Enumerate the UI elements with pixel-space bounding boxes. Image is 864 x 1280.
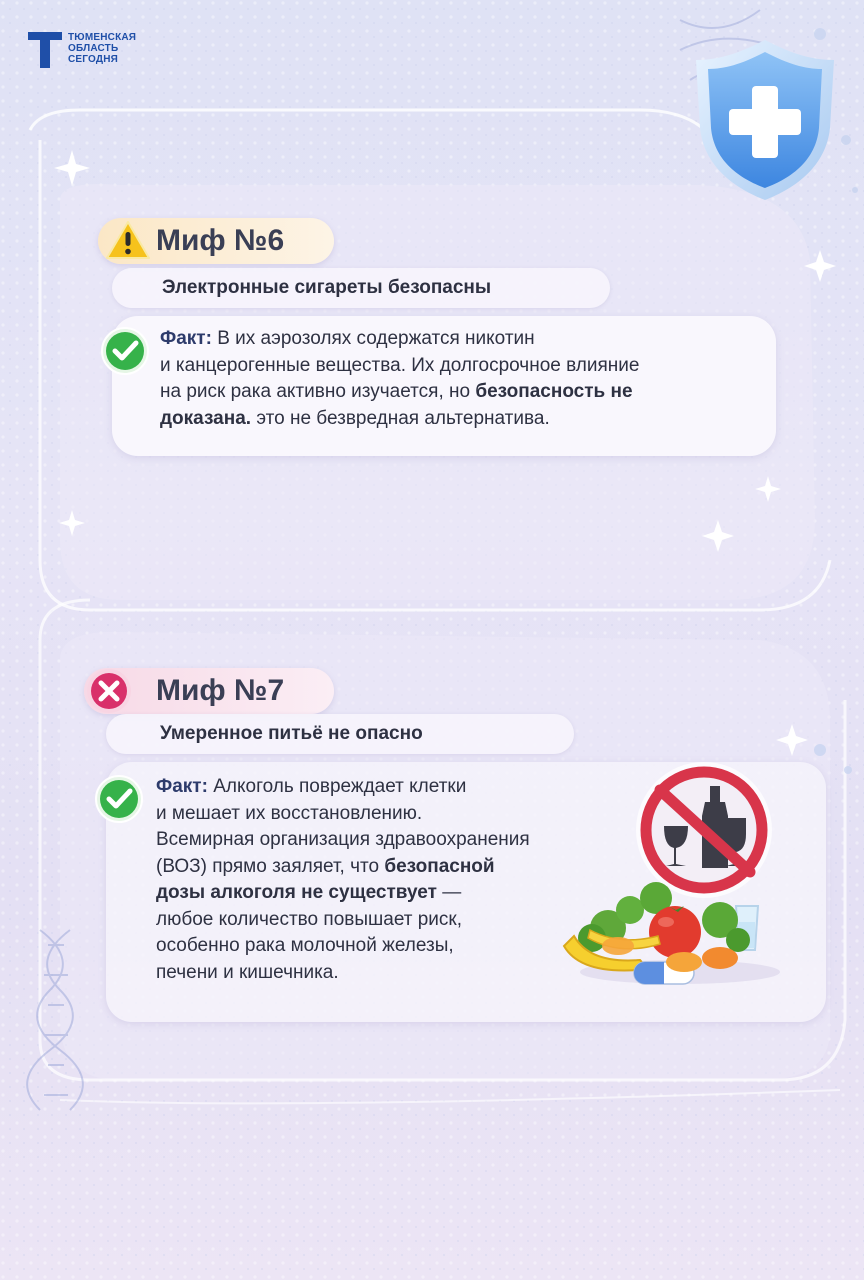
myth-6-fact-text — [160, 326, 770, 432]
fact-line — [160, 379, 770, 406]
myth-7-title: Миф №7 — [156, 674, 285, 707]
warning-icon — [106, 220, 150, 260]
fact-line — [156, 774, 616, 801]
no-alcohol-illustration — [560, 760, 790, 996]
fact-emphasis: дозы алкоголя не существует — [156, 882, 437, 903]
myth-6-title: Миф №6 — [156, 224, 285, 257]
fact-label: Факт: — [156, 776, 208, 797]
logo-line-2: ОБЛАСТЬ — [68, 43, 119, 54]
myth-7-subtitle: Умеренное питьё не опасно — [160, 723, 423, 744]
fact-line — [160, 353, 770, 380]
fact-text-segment: и мешает их восстановлению. — [156, 802, 423, 824]
fact-emphasis: доказана. — [160, 407, 252, 429]
myth-7-subtitle-bar — [106, 714, 574, 754]
fact-line — [160, 326, 770, 353]
logo — [28, 32, 136, 68]
fact-line — [160, 406, 770, 433]
fact-text-segment: — — [436, 882, 462, 903]
fact-text-segment: на риск рака активно изучается, но — [160, 381, 476, 402]
fact-line — [156, 960, 616, 987]
fact-line — [156, 880, 616, 907]
fact-text-segment: любое количество повышает риск, — [156, 908, 463, 930]
fact-text-segment: Всемирная организация здравоохранения — [156, 829, 530, 850]
fact-line — [156, 907, 616, 934]
myth-7-fact-text — [156, 774, 616, 986]
no-alcohol-icon — [636, 762, 772, 898]
fact-line — [156, 801, 616, 828]
logo-text — [68, 32, 136, 65]
fact-text-segment: Алкоголь повреждает клетки — [207, 776, 467, 797]
fact-text-segment: это не безвредная альтернатива. — [251, 407, 550, 429]
fact-text-segment: и канцерогенные вещества. Их долгосрочное влияние — [160, 354, 640, 376]
fact-line — [156, 827, 616, 854]
logo-line-1: ТЮМЕНСКАЯ — [68, 32, 137, 43]
shield-cross-icon — [692, 36, 838, 204]
myth-6-subtitle-bar — [112, 268, 610, 308]
check-icon — [100, 326, 150, 376]
logo-mark — [28, 32, 62, 68]
check-icon — [94, 774, 144, 824]
logo-line-3: СЕГОДНЯ — [68, 54, 119, 65]
fact-text-segment: особенно рака молочной железы, — [156, 935, 454, 956]
cross-icon — [86, 668, 132, 714]
fact-text-segment: (ВОЗ) прямо заяляет, что — [156, 855, 385, 877]
fact-text-segment: печени и кишечника. — [156, 961, 339, 983]
fact-emphasis: безопасность не — [475, 381, 633, 402]
myth-6-subtitle: Электронные сигареты безопасны — [162, 277, 492, 298]
fact-line — [156, 854, 616, 881]
fact-label: Факт: — [160, 328, 212, 349]
fact-line — [156, 933, 616, 960]
myth-7-header — [84, 668, 334, 714]
fact-text-segment: В их аэрозолях содержатся никотин — [211, 328, 535, 349]
myth-6-header — [98, 218, 334, 264]
fact-emphasis: безопасной — [384, 855, 495, 877]
